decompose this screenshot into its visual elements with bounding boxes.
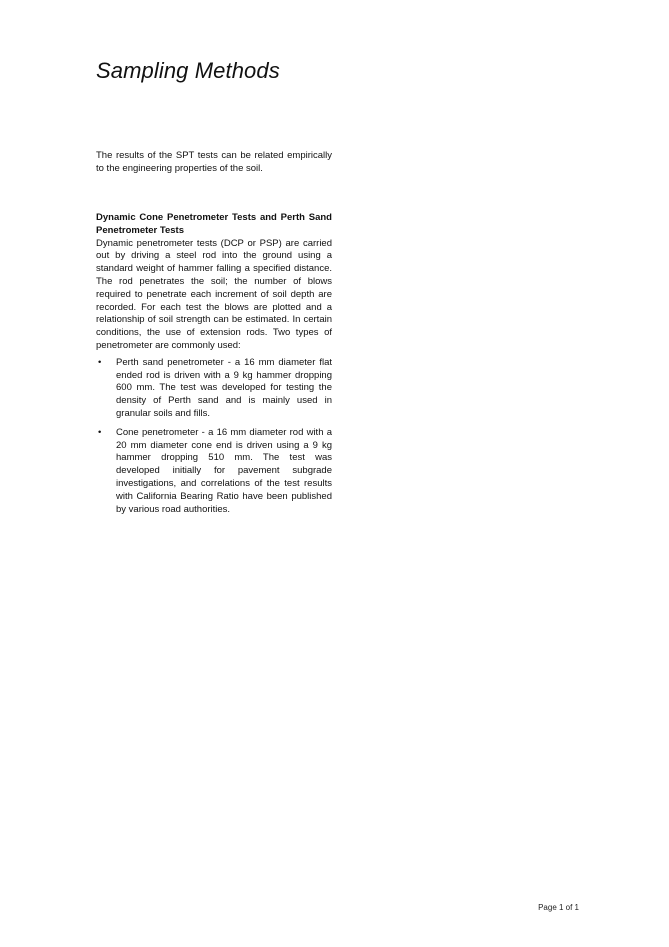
section-heading: Dynamic Cone Penetrometer Tests and Perth Sand Penetrometer Tests: [96, 212, 332, 236]
page-title: Sampling Methods: [96, 58, 280, 83]
list-item: [96, 357, 332, 421]
section-paragraph: Dynamic penetrometer tests (DCP or PSP) are carried out by driving a steel rod into the ground using a standard weight of hammer falling a specified distance. The rod penetrates the soil; the number of blows required to penetrate each increment of soil depth are recorded. For each test the blows are plotted and a relationship of soil strength can be estimated. In certain conditions, the use of extension rods. Two types of penetrometer are commonly used:: [96, 237, 332, 351]
bullet-list: [96, 357, 332, 517]
bullet-icon: •: [98, 356, 102, 368]
intro-paragraph: The results of the SPT tests can be related empirically to the engineering properties of the soil.: [96, 150, 332, 174]
list-item: [96, 427, 332, 517]
page-footer: Page 1 of 1: [538, 903, 579, 912]
intro-block: [96, 150, 332, 176]
list-item-text: Cone penetrometer - a 16 mm diameter rod with a 20 mm diameter cone end is driven using a 9 kg hammer dropping 510 mm. The test was developed initially for pavement subgrade investigations, and correlations of the test results with California Bearing Ratio have been published by various road authorities.: [116, 426, 332, 515]
list-item-text: Perth sand penetrometer - a 16 mm diameter flat ended rod is driven with a 9 kg hammer dropping 600 mm. The test was developed for testing the density of Perth sand and is mainly used in granular soils and fills.: [116, 356, 332, 419]
penetrometer-section: [96, 212, 332, 522]
bullet-icon: •: [98, 426, 102, 438]
